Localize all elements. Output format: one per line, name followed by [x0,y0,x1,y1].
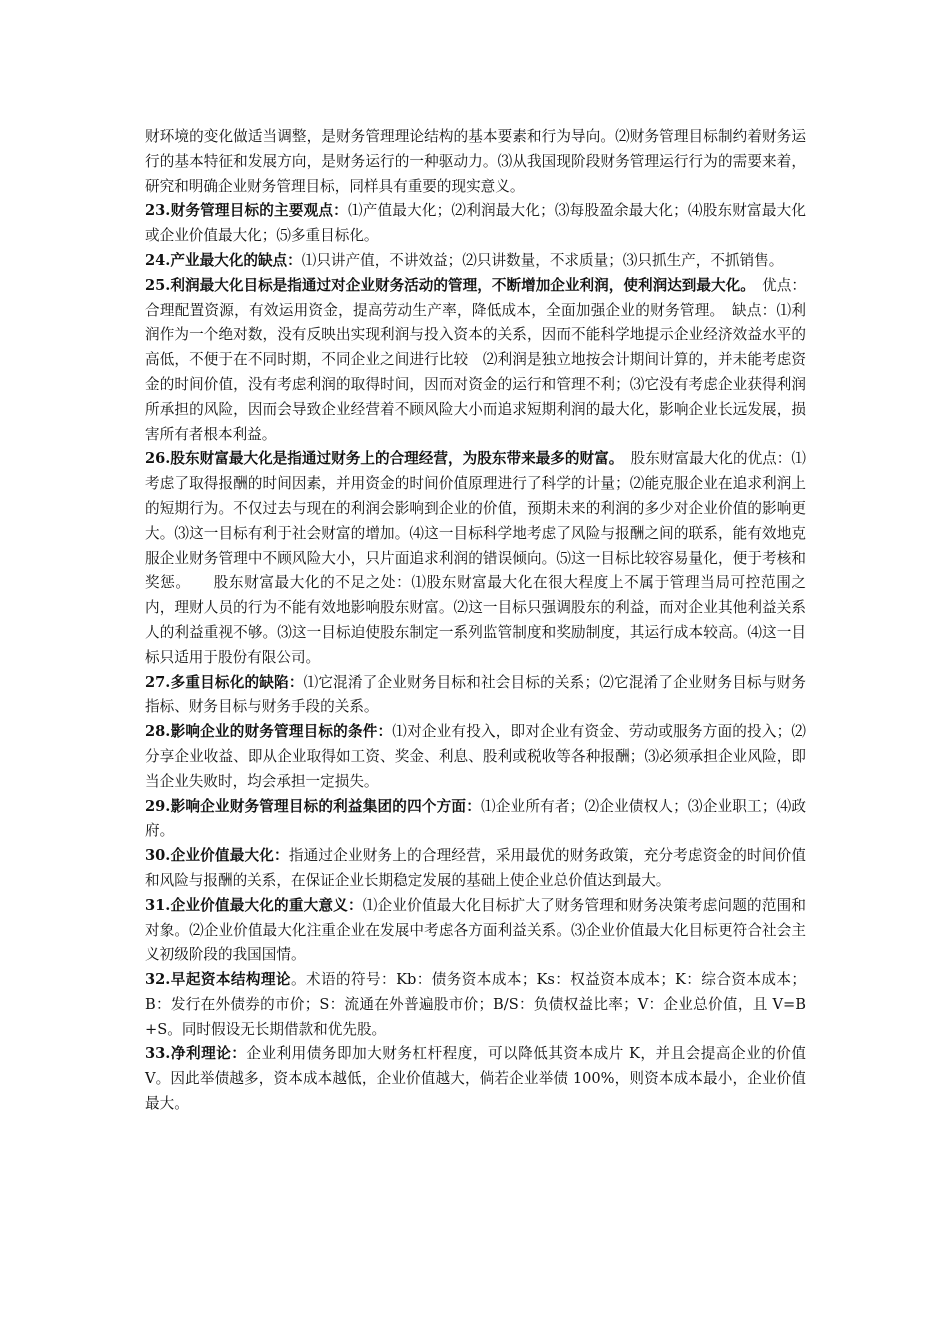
paragraph-heading: 31.企业价值最大化的重大意义： [145,896,363,914]
paragraph-heading: 29.影响企业财务管理目标的利益集团的四个方面： [145,797,481,815]
paragraph-body: ⑴产值最大化；⑵利润最大化；⑶每股盈余最大化；⑷股东财富最大化或企业价值最大化；⑸多重目标化。 [145,202,806,245]
paragraph-heading: 25.利润最大化目标是指通过对企业财务活动的管理，不断增加企业利润，使利润达到最大化。 [145,276,748,294]
paragraph-heading: 24.产业最大化的缺点： [145,251,302,269]
paragraph-body: ⑴只讲产值，不讲效益；⑵只讲数量，不求质量；⑶只抓生产，不抓销售。 [301,251,784,269]
paragraph-body: 财环境的变化做适当调整，是财务管理理论结构的基本要素和行为导向。⑵财务管理目标制约着财务运行的基本特征和发展方向，是财务运行的一种驱动力。⑶从我国现阶段财务管理运行行为的需要来着，研究和明确企业财务管理目标，同样具有重要的现实意义。 [145,128,806,195]
paragraph-intro [145,125,806,199]
paragraph-body: 。术语的符号：Kb：债务资本成本；Ks：权益资本成本；K：综合资本成本；B：发行在外债券的市价；S：流通在外普遍股市价；B/S：负债权益比率；V：企业总价值，且 V=B+S。同时假设无长期借款和优先股。 [145,971,807,1038]
paragraph-body: ⑴企业所有者；⑵企业债权人；⑶企业职工；⑷政府。 [145,797,806,840]
paragraph-31 [145,894,806,968]
paragraph-body: 优点：合理配置资源，有效运用资金，提高劳动生产率，降低成本，全面加强企业的财务管理。 缺点：⑴利润作为一个绝对数，没有反映出实现利润与投入资本的关系，因而不能科学地提示企业经济效益水平的高低，不便于在不同时期，不同企业之间进行比较 ⑵利润是独立地按会计期间计算的，并未能考虑资金的时间价值，没有考虑利润的取得时间，因而对资金的运行和管理不利；⑶它没有考虑企业获得利润所承担的风险，因而会导致企业经营着不顾风险大小而追求短期利润的最大化，影响企业长远发展，损害所有者根本利益。 [145,276,806,443]
paragraph-heading: 26.股东财富最大化是指通过财务上的合理经营，为股东带来最多的财富。 [145,450,617,468]
paragraph-body: 指通过企业财务上的合理经营，采用最优的财务政策，充分考虑资金的时间价值和风险与报酬的关系，在保证企业长期稳定发展的基础上使企业总价值达到最大。 [145,847,806,889]
paragraph-body: 企业利用债务即加大财务杠杆程度，可以降低其资本成片 K，并且会提高企业的价值 V。因此举债越多，资本成本越低，企业价值越大，倘若企业举债 100%，则资本成本最小，企业价值最大。 [145,1045,806,1113]
paragraph-heading: 27.多重目标化的缺陷： [145,673,304,691]
paragraph-heading: 32.早起资本结构理论 [145,971,291,989]
paragraph-heading: 23.财务管理目标的主要观点： [145,202,348,220]
paragraph-32 [145,968,806,1042]
paragraph-26 [145,447,806,670]
paragraph-heading: 33.净利理论： [145,1045,247,1063]
paragraph-23 [145,199,806,249]
document-page [145,125,806,1117]
paragraph-body: 股东财富最大化的优点：⑴考虑了取得报酬的时间因素，并用资金的时间价值原理进行了科学的计量；⑵能克服企业在追求利润上的短期行为。不仅过去与现在的利润会影响到企业的价值，预期未来的利润的多少对企业价值的影响更大。⑶这一目标有利于社会财富的增加。⑷这一目标科学地考虑了风险与报酬之间的联系，能有效地克服企业财务管理中不顾风险大小，只片面追求利润的错误倾向。⑸这一目标比较容易量化，便于考核和奖惩。 股东财富最大化的不足之处：⑴股东财富最大化在很大程度上不属于管理当局可控范围之内，理财人员的行为不能有效地影响股东财富。⑵这一目标只强调股东的利益，而对企业其他利益关系人的利益重视不够。⑶这一目标迫使股东制定一系列监管制度和奖励制度，其运行成本较高。⑷这一目标只适用于股份有限公司。 [145,450,806,666]
paragraph-33 [145,1042,806,1116]
paragraph-24 [145,249,806,274]
paragraph-27 [145,671,806,721]
paragraph-heading: 30.企业价值最大化： [145,847,289,865]
paragraph-28 [145,720,806,794]
paragraph-29 [145,795,806,845]
paragraph-body: ⑴对企业有投入，即对企业有资金、劳动或服务方面的投入；⑵分享企业收益、即从企业取得如工资、奖金、利息、股利或税收等各种报酬；⑶必须承担企业风险，即当企业失败时，均会承担一定损失。 [145,723,806,790]
paragraph-30 [145,844,806,894]
paragraph-heading: 28.影响企业的财务管理目标的条件： [145,723,393,741]
paragraph-body: ⑴它混淆了企业财务目标和社会目标的关系；⑵它混淆了企业财务目标与财务指标、财务目标与财务手段的关系。 [145,673,806,716]
paragraph-25 [145,274,806,448]
paragraph-body: ⑴企业价值最大化目标扩大了财务管理和财务决策考虑问题的范围和对象。⑵企业价值最大化注重企业在发展中考虑各方面利益关系。⑶企业价值最大化目标更符合社会主义初级阶段的我国国情。 [145,896,806,964]
